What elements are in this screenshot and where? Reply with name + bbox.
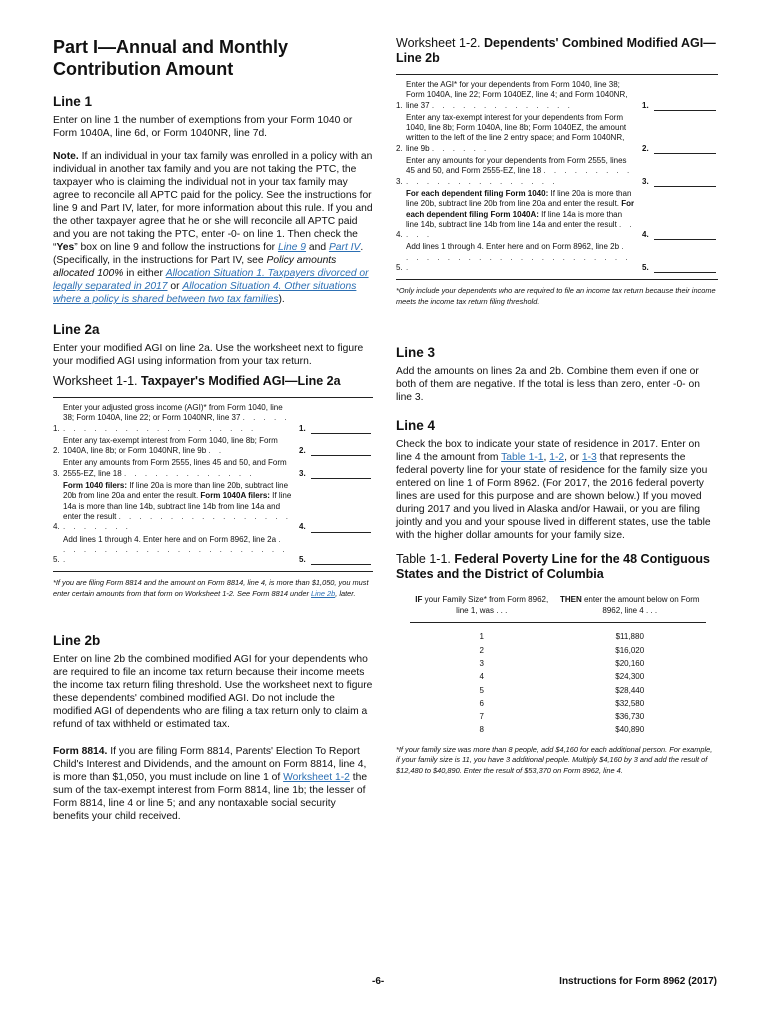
table-col-family-size: IF your Family Size* from Form 8962, line 1, was . . . <box>410 590 554 623</box>
part4-link[interactable]: Part IV <box>328 242 361 253</box>
ws1-entry-5[interactable] <box>311 555 371 565</box>
ws1-entry-3[interactable] <box>311 469 371 479</box>
table-row: 6 $32,580 <box>479 698 645 708</box>
table-row: 7 $36,730 <box>479 712 645 722</box>
table-col-amount: THEN enter the amount below on Form 8962, line 4 . . . <box>554 590 707 623</box>
worksheet1-title: Worksheet 1-1. Taxpayer's Modified AGI—Line 2a <box>53 374 341 388</box>
poverty-line-table <box>410 590 706 736</box>
ws1-entry-2[interactable] <box>311 446 371 456</box>
line2a-text: Enter your modified AGI on line 2a. Use the worksheet next to figure your modified AGI using information from your tax return. <box>53 343 364 367</box>
form8814-paragraph: Form 8814. If you are filing Form 8814, Parents' Election To Report Child's Interest and Dividends, and the amount on Form 8814, line 4, is more than $1,050, you must include on line 1 of Worksheet 1-2 the sum of the tax-exempt interest from Form 8814, line 1b; the lesser of Form 8814, line 4 or line 5; and any nontaxable social security benefits your child received. <box>53 746 368 823</box>
line2a-heading: Line 2a <box>53 322 100 337</box>
note-text-b: ” box on line 9 and follow the instructions for <box>74 242 278 253</box>
page-number: -6- <box>372 976 385 987</box>
line4-heading: Line 4 <box>396 418 436 434</box>
line3-text: Add the amounts on lines 2a and 2b. Combine them even if one or both of them are negative. If the total is less than zero, enter -0- on line 3. <box>396 366 700 404</box>
table-1-1-link[interactable]: Table 1-1 <box>501 452 544 464</box>
line1-heading: Line 1 <box>53 94 93 109</box>
line9-link[interactable]: Line 9 <box>277 242 307 253</box>
line2b-heading: Line 2b <box>53 633 101 649</box>
ws2-row-3: 3. Enter any amounts for your dependents from Form 2555, lines 45 and 50, and Form 2555-EZ, line 18 . . . . . . . . . . . . . . . . . . . . . . . . 3. <box>396 156 718 187</box>
note-and: and <box>306 242 329 253</box>
alloc4-link[interactable]: Allocation Situation 4. Other situations where a policy is shared between two tax families <box>53 281 357 305</box>
worksheet1-footnote: *If you are filing Form 8814 and the amount on Form 8814, line 4, is more than $1,050, you must enter certain amounts from that form on Worksheet 1-2. See Form 8814 under Line 2b, later. <box>53 578 369 598</box>
table-row: 1 $11,880 <box>479 632 644 642</box>
note-end: ). <box>278 294 285 305</box>
ws2-row-2: 2. Enter any tax-exempt interest for your dependents from Form 1040, line 8b; Form 1040A, line 8b; Form 1040EZ, the amount written to the left of the line 2 entry space; and Form 1040NR, line 9b . . . . . . 2. <box>396 113 718 154</box>
line2b-text: Enter on line 2b the combined modified AGI for your dependents who are required to file an income tax return because their income meets the income tax return filing threshold. Use the worksheet next to figure these dependents' combined modified AGI. Do not include the modified AGI of dependents who are filing a tax return only to claim a refund of tax withheld or estimated tax. <box>53 654 373 731</box>
ws2-entry-3[interactable] <box>654 177 716 187</box>
ws2-entry-2[interactable] <box>654 144 716 154</box>
ws1-entry-4[interactable] <box>311 523 371 533</box>
table-1-3-link[interactable]: 1-3 <box>581 452 597 464</box>
worksheet-1-2-link[interactable]: Worksheet 1-2 <box>283 772 350 784</box>
note-or: or <box>167 281 183 292</box>
ws1-entry-1[interactable] <box>311 424 371 434</box>
line2b-link[interactable]: Line 2b <box>310 588 336 598</box>
line1-text: Enter on line 1 the number of exemptions from your Form 1040 or Form 1040A, line 6d, or Form 1040NR, line 7d. <box>53 115 353 139</box>
ws2-entry-1[interactable] <box>654 101 716 111</box>
note-text-c: . (Specifically, in the instructions for Part IV, see <box>53 242 364 266</box>
ws2-entry-5[interactable] <box>654 263 716 273</box>
ws2-row-4: 4. For each dependent filing Form 1040: If line 20a is more than line 20b, subtract line 20b from line 20a and enter the result. For each dependent filing Form 1040A: If line 14a is more than line 14b, subtract line 14b from line 14a and enter the result . . . . . 4. <box>396 189 718 240</box>
footer-title: Instructions for Form 8962 (2017) <box>559 976 717 987</box>
alloc1-link[interactable]: Allocation Situation 1. Taxpayers divorced or legally separated in 2017 <box>53 268 369 292</box>
note-yes: Yes <box>56 242 75 253</box>
table-footnote: *If your family size was more than 8 people, add $4,160 for each additional person. For example, if your family size is 11, you have 3 additional people. Multiply $4,160 by 3 and add the result of $12,480 to $40,890. Enter the result of $53,370 on Form 8962, line 4. <box>396 744 713 775</box>
ws2-row-1: 1. Enter the AGI* for your dependents from Form 1040, line 38; Form 1040A, line 22; Form 1040EZ, line 4; and Form 1040NR, line 37 . . . . . . . . . . . . . . 1. <box>396 80 718 111</box>
worksheet2-footnote: *Only include your dependents who are required to file an income tax return because their income meets the income tax return filing threshold. <box>396 286 716 306</box>
left-column <box>53 36 373 833</box>
table-1-2-link[interactable]: 1-2 <box>549 452 565 464</box>
line4-text: Check the box to indicate your state of residence in 2017. Enter on line 4 the amount from Table 1-1, 1-2, or 1-3 that represents the federal poverty line for your state of residence for the family size you entered on line 1 of Form 8962. (For 2017, the 2016 federal poverty lines are used for this purpose and are shown below.) If you moved during 2017 and you lived in Alaska and/or Hawaii, or you are filing jointly and you and your spouse lived in different states, use the table with the higher dollar amounts for your family size. <box>396 439 711 542</box>
worksheet2-box <box>396 74 718 280</box>
table-row: 5 $28,440 <box>479 685 645 695</box>
table1-1-title: Table 1-1. Federal Poverty Line for the 48 Contiguous States and the District of Columbia <box>396 552 710 582</box>
note-text-d: in either <box>123 268 166 279</box>
worksheet1-box <box>53 397 373 572</box>
ws1-row-5: 5. Add lines 1 through 4. Enter here and on Form 8962, line 2a . . . . . . . . . . . . . . . . . . . . . . . . 5. <box>53 535 373 566</box>
ws1-row-4: 4. Form 1040 filers: If line 20a is more than line 20b, subtract line 20b from line 20a and enter the result. Form 1040A filers: If line 14a is more than line 14b, subtract line 14b from line 14a and enter the result . . . . . . . . . . . . . . . . . . . . . . . . 4. <box>53 481 373 532</box>
part-title: Part I—Annual and Monthly Contribution Amount <box>53 37 289 79</box>
note-italic: Policy amounts allocated 100% <box>53 255 337 279</box>
note-label: Note. <box>53 151 79 162</box>
table-row: 4 $24,300 <box>479 672 645 682</box>
ws1-row-1: 1. Enter your adjusted gross income (AGI)* from Form 1040, line 38; Form 1040A, line 22; or Form 1040NR, line 37 . . . . . . . . . . . . . . . . . . . . . . . . 1. <box>53 403 373 434</box>
table-row: 8 $40,890 <box>479 725 645 735</box>
table-row: 2 $16,020 <box>479 645 645 655</box>
line3-heading: Line 3 <box>396 345 436 361</box>
table-row: 3 $20,160 <box>479 658 645 668</box>
right-column <box>396 36 718 776</box>
ws1-row-2: 2. Enter any tax-exempt interest from Form 1040, line 8b; Form 1040A, line 8b; or Form 1040NR, line 9b . . 2. <box>53 436 373 457</box>
line1-note <box>53 150 373 306</box>
ws1-row-3: 3. Enter any amounts from Form 2555, lines 45 and 50, and Form 2555-EZ, line 18 . . . . . . . . . . . . . 3. <box>53 458 373 479</box>
ws2-entry-4[interactable] <box>654 230 716 240</box>
note-text-a: If an individual in your tax family was enrolled in a policy with an individual in another tax family and you are not taking the PTC, the taxpayer who is claiming the individual not in your tax family may agree to reconcile all APTC paid for the policy. See the instructions for line 9 and Part IV, later, for more information about this rule. If you and the other taxpayer agree that he or she will reconcile all APTC paid and you are not taking the PTC, enter -0- on line 1. Then check the “ <box>53 151 373 253</box>
ws2-row-5: 5. Add lines 1 through 4. Enter here and on Form 8962, line 2b . . . . . . . . . . . . . . . . . . . . . . . . 5. <box>396 242 718 273</box>
worksheet2-title: Worksheet 1-2. Dependents' Combined Modified AGI—Line 2b <box>396 36 716 65</box>
